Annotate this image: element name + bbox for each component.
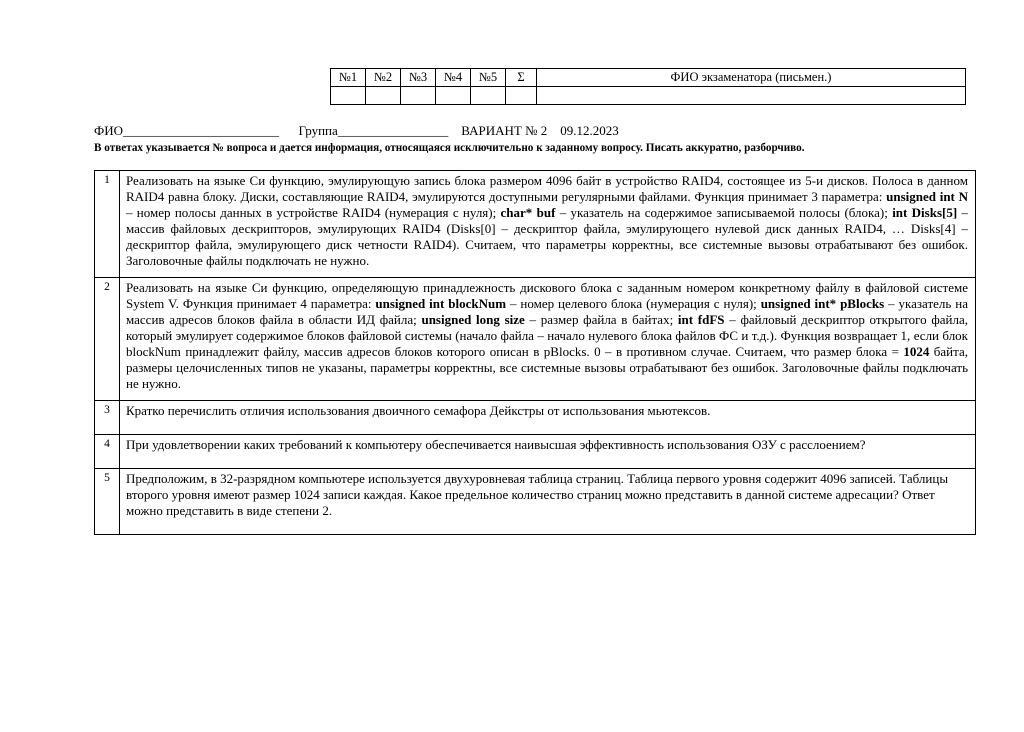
question-text: Реализовать на языке Си функцию, эмулирующую запись блока размером 4096 байт в устройство RAID4, состоящее из 5-и дисков. Полоса в данном RAID4 равна блоку. Диски, составляющие RAID4, эмулируются доступными регулярными файлами. Функция принимает 3 параметра: unsigned int N – номер полосы данных в устройстве RAID4 (нумерация с нуля); char* buf – указатель на содержимое записываемой полосы (блока); int Disks[5] – массив файловых дескрипторов, эмулирующих RAID4 (Disks[0] – дескриптор файла, эмулирующего нулевой диск данных RAID4, … Disks[4] – дескриптор файла, эмулирующего диск четности RAID4). Считаем, что параметры корректны, все системные вызовы отрабатывают без ошибок. Заголовочные файлы подключать не нужно. — [120, 171, 976, 278]
question-text: Предположим, в 32-разрядном компьютере используется двухуровневая таблица страниц. Таблица первого уровня содержит 4096 записей. Таблицы второго уровня имеют размер 1024 записи каждая. Какое предельное количество страниц можно представить в данной системе адресации? Ответ можно представить в виде степени 2. — [120, 469, 976, 535]
question-row — [95, 469, 976, 535]
question-row — [95, 435, 976, 469]
question-number: 2 — [95, 278, 120, 401]
fio-label: ФИО — [94, 123, 124, 138]
question-row — [95, 171, 976, 278]
score-cell-q5 — [471, 87, 506, 105]
score-header-q1: №1 — [331, 69, 366, 87]
score-table — [330, 68, 966, 105]
question-text: При удовлетворении каких требований к компьютеру обеспечивается наивысшая эффективность использования ОЗУ с расслоением? — [120, 435, 976, 469]
score-cell-q4 — [436, 87, 471, 105]
score-cell-sum — [506, 87, 537, 105]
exam-date: 09.12.2023 — [560, 123, 619, 138]
question-text: Кратко перечислить отличия использования двоичного семафора Дейкстры от использования мьютексов. — [120, 401, 976, 435]
score-header-examiner: ФИО экзаменатора (письмен.) — [537, 69, 966, 87]
score-cell-q3 — [401, 87, 436, 105]
score-cell-examiner — [537, 87, 966, 105]
score-header-row — [331, 69, 966, 87]
score-value-row — [331, 87, 966, 105]
score-header-q5: №5 — [471, 69, 506, 87]
questions-table — [94, 170, 976, 535]
score-header-q3: №3 — [401, 69, 436, 87]
score-header-sum: Σ — [506, 69, 537, 87]
variant-label: ВАРИАНТ № 2 — [461, 123, 548, 138]
student-info-line — [94, 123, 619, 139]
question-number: 4 — [95, 435, 120, 469]
score-header-q2: №2 — [366, 69, 401, 87]
score-cell-q2 — [366, 87, 401, 105]
group-label: Группа — [298, 123, 338, 138]
question-number: 3 — [95, 401, 120, 435]
score-cell-q1 — [331, 87, 366, 105]
instruction-text: В ответах указывается № вопроса и дается информация, относящаяся исключительно к заданному вопросу. Писать аккуратно, разборчиво. — [94, 142, 805, 154]
question-number: 1 — [95, 171, 120, 278]
question-text: Реализовать на языке Си функцию, определяющую принадлежность дискового блока с заданным номером конкретному файлу в файловой системе System V. Функция принимает 4 параметра: unsigned int blockNum – номер целевого блока (нумерация с нуля); unsigned int* pBlocks – указатель на массив адресов блоков файла в области ИД файла; unsigned long size – размер файла в байтах; int fdFS – файловый дескриптор открытого файла, который эмулирует содержимое блоков файловой системы (начало файла – начало нулевого блока файлов ФС и т.д.). Функция возвращает 1, если блок blockNum принадлежит файлу, массив адресов блоков которого описан в pBlocks. 0 – в противном случае. Считаем, что размер блока = 1024 байта, размеры целочисленных типов не указаны, параметры корректны, все системные вызовы отрабатывают без ошибок. Заголовочные файлы подключать не нужно. — [120, 278, 976, 401]
question-row — [95, 278, 976, 401]
question-row — [95, 401, 976, 435]
question-number: 5 — [95, 469, 120, 535]
fio-blank: ________________________ — [123, 123, 280, 138]
score-header-q4: №4 — [436, 69, 471, 87]
group-blank: _________________ — [337, 123, 449, 138]
